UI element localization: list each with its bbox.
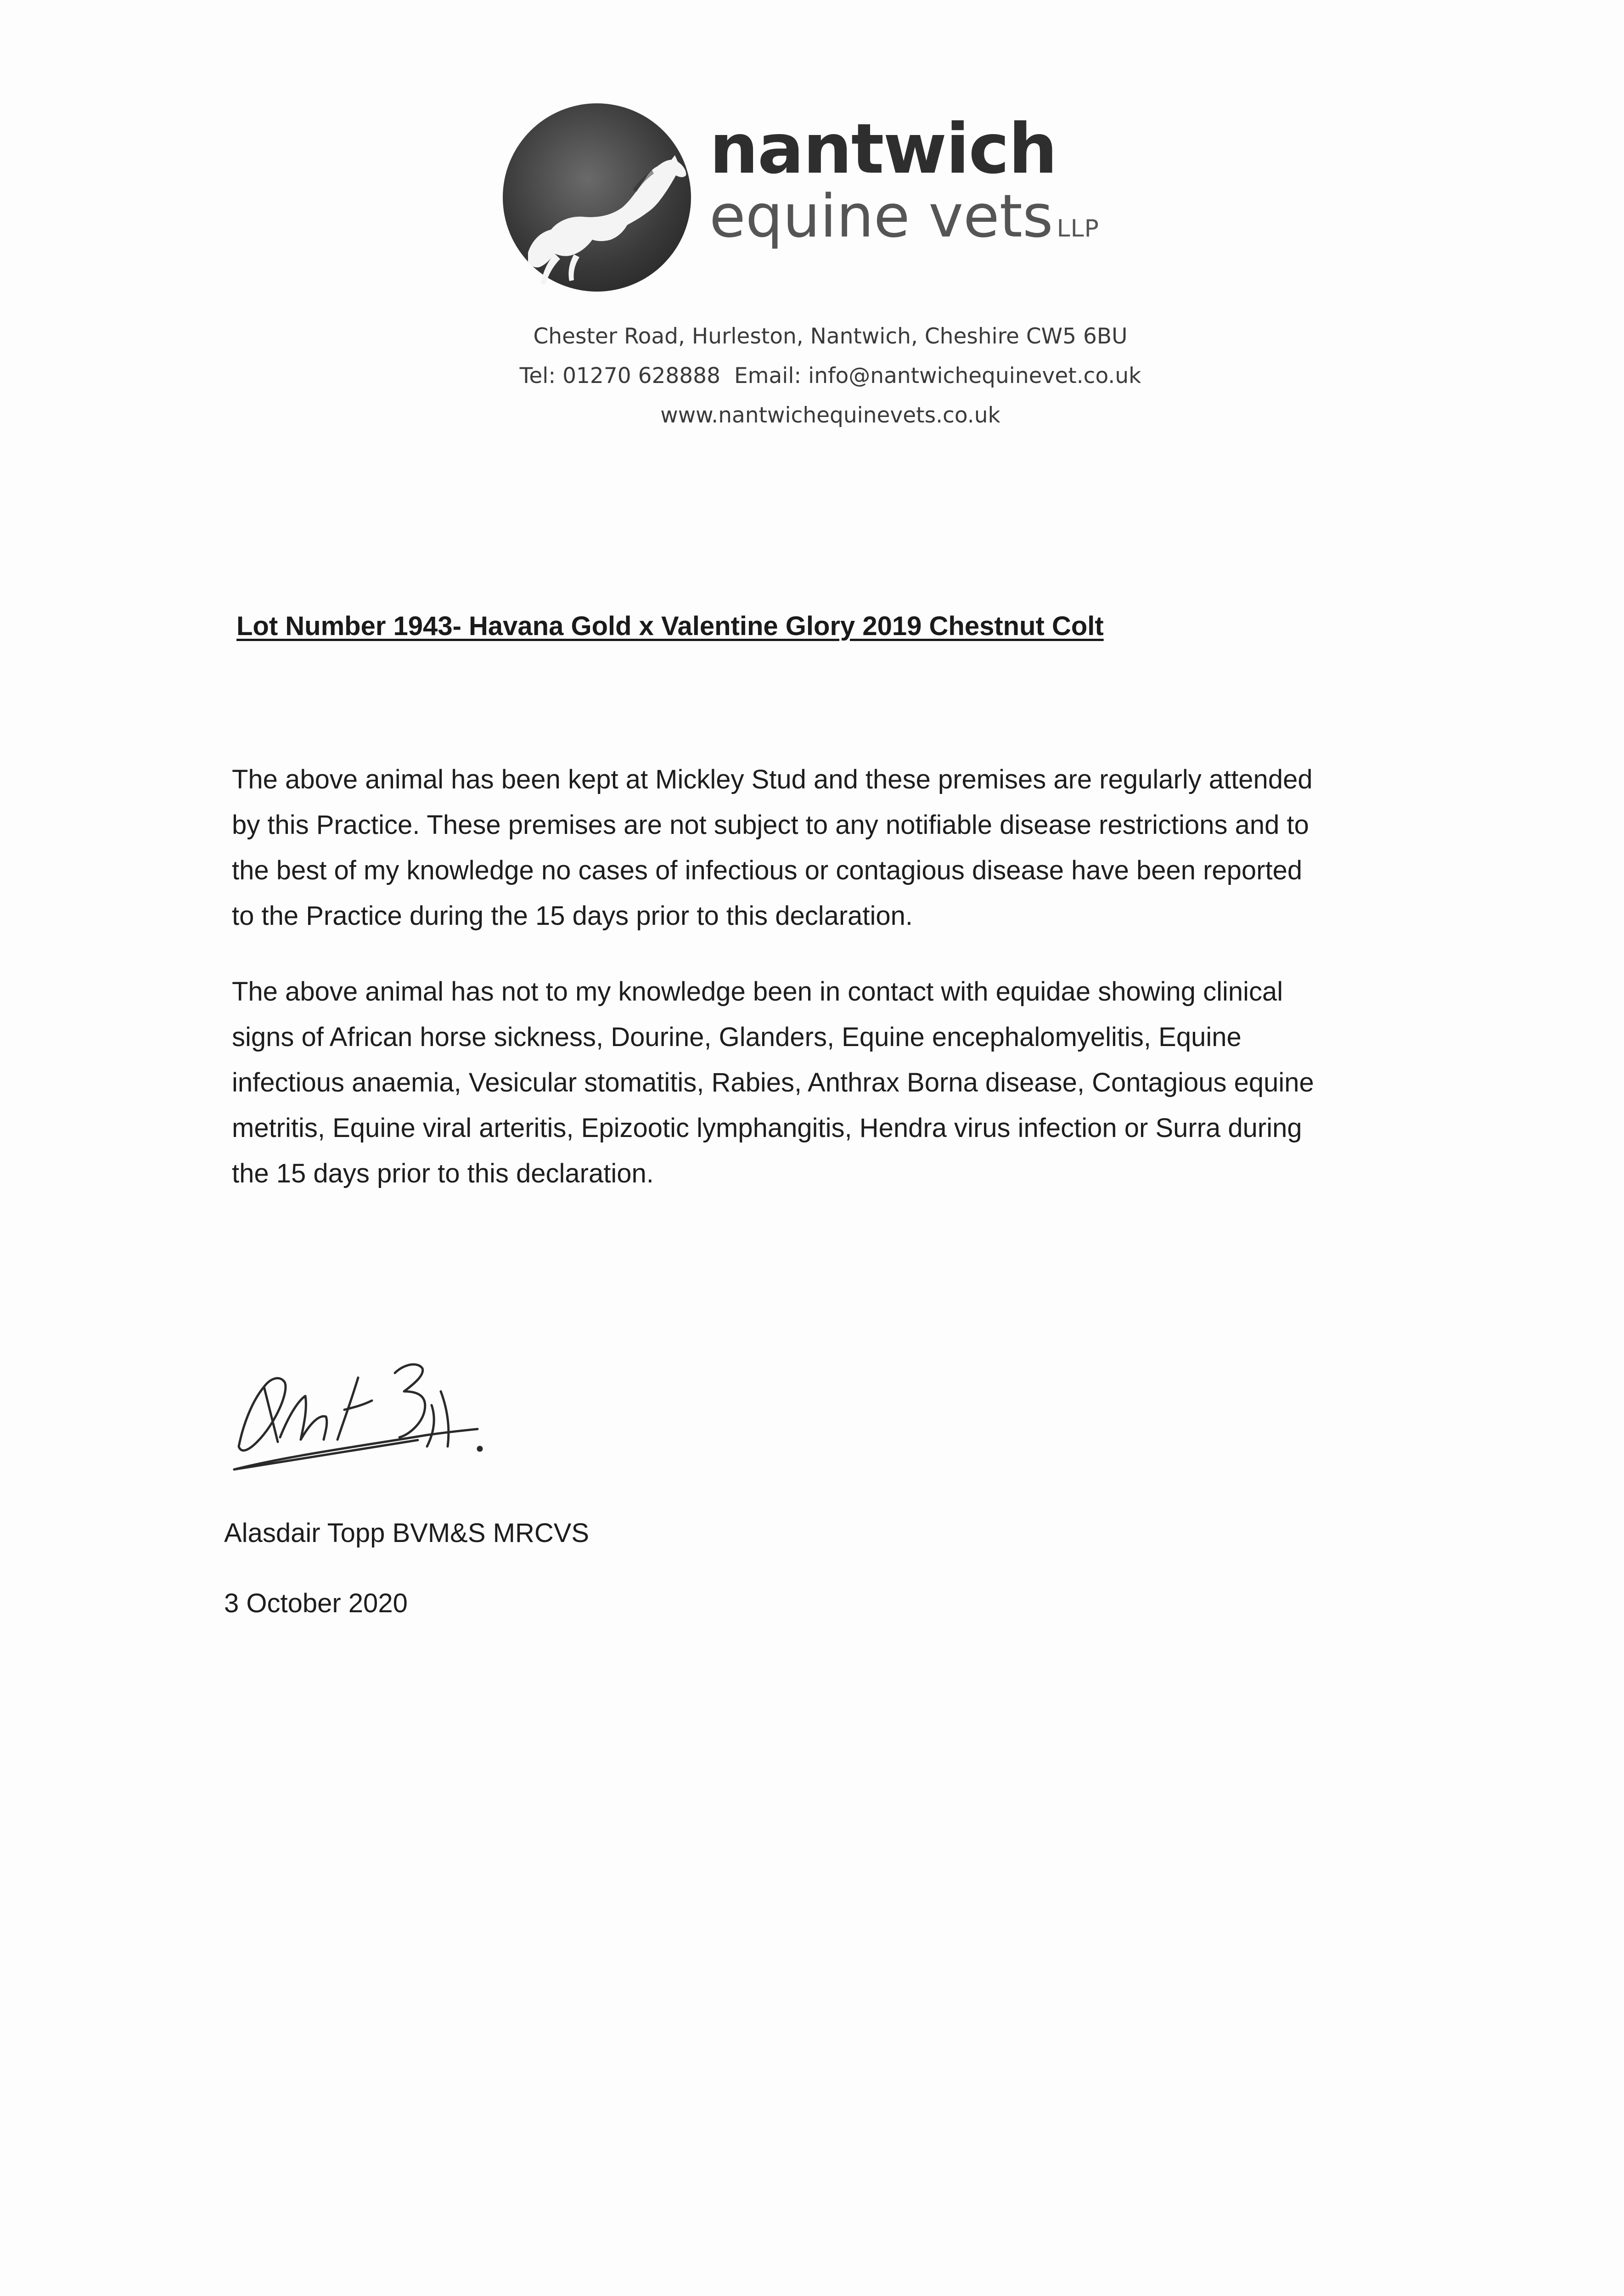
paragraph-line: infectious anaemia, Vesicular stomatitis, Rabies, Anthrax Borna disease, Contagious equine [232, 1068, 1314, 1097]
email-address: Email: info@nantwichequinevet.co.uk [734, 363, 1141, 388]
letterhead-address-block [0, 317, 1624, 435]
logo-suffix: LLP [1056, 215, 1099, 242]
website-url: www.nantwichequinevets.co.uk [660, 403, 1000, 428]
handwritten-signature [220, 1332, 551, 1483]
paragraph-line: by this Practice. These premises are not subject to any notifiable disease restrictions and to [232, 810, 1309, 840]
paragraph-line: signs of African horse sickness, Dourine, Glanders, Equine encephalomyelitis, Equine [232, 1022, 1242, 1052]
paragraph-line: metritis, Equine viral arteritis, Epizootic lymphangitis, Hendra virus infection or Surra during [232, 1113, 1302, 1143]
logo-wordmark-primary: nantwich [709, 109, 1057, 189]
lot-heading: Lot Number 1943- Havana Gold x Valentine Glory 2019 Chestnut Colt [236, 611, 1104, 641]
paragraph-line: the best of my knowledge no cases of infectious or contagious disease have been reported [232, 855, 1303, 885]
declaration-paragraph-1 [232, 757, 1426, 939]
paragraph-line: The above animal has not to my knowledge been in contact with equidae showing clinical [232, 977, 1283, 1007]
contact-line [18, 356, 1624, 396]
address-line: Chester Road, Hurleston, Nantwich, Cheshire CW5 6BU [533, 324, 1128, 349]
signatory-name: Alasdair Topp BVM&S MRCVS [224, 1518, 590, 1548]
logo-wordmark-secondary [709, 182, 1099, 251]
logo-wordmark-secondary-text: equine vets [709, 182, 1053, 251]
paragraph-line: the 15 days prior to this declaration. [232, 1159, 654, 1188]
telephone-number: Tel: 01270 628888 [519, 363, 720, 388]
paragraph-line: to the Practice during the 15 days prior to this declaration. [232, 901, 913, 931]
paragraph-line: The above animal has been kept at Mickley Stud and these premises are regularly attended [232, 765, 1313, 794]
jumping-horse-logo-icon [500, 101, 693, 294]
declaration-date: 3 October 2020 [224, 1588, 408, 1618]
company-logo [500, 92, 1171, 289]
declaration-paragraph-2 [232, 969, 1426, 1196]
